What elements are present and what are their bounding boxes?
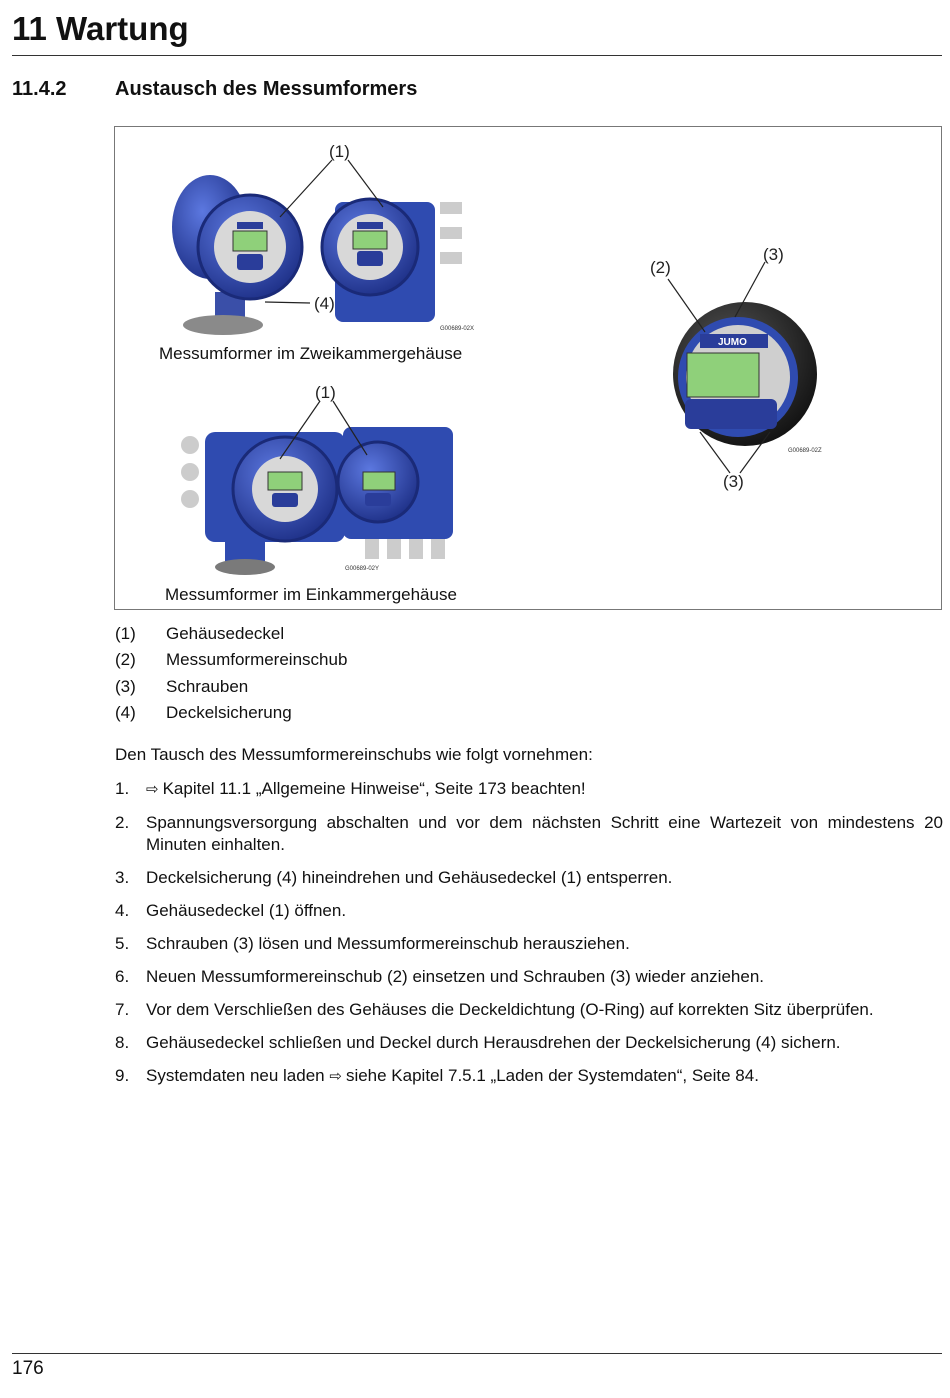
- transmitter-illustration: [115, 127, 941, 609]
- legend-key: (4): [115, 703, 136, 723]
- section-heading: [12, 78, 417, 101]
- callout-1-top: (1): [329, 142, 350, 161]
- step-item: [115, 933, 943, 955]
- step-item: [115, 1032, 943, 1054]
- step-number: 7.: [115, 1000, 130, 1019]
- caption-two-chamber: Messumformer im Zweikammergehäuse: [159, 344, 463, 363]
- chapter-title: 11 Wartung: [12, 10, 189, 47]
- callout-3-bottom: (3): [723, 472, 744, 491]
- legend-item: [115, 703, 347, 729]
- callout-1-middle: (1): [315, 383, 336, 402]
- legend-label: Deckelsicherung: [166, 703, 292, 723]
- step-number: 5.: [115, 934, 130, 953]
- legend-key: (2): [115, 650, 136, 670]
- step-item: [115, 812, 943, 856]
- legend-label: Messumformereinschub: [166, 650, 348, 670]
- legend-label: Schrauben: [166, 676, 249, 696]
- figure-legend: [115, 624, 347, 730]
- step-item: [115, 867, 943, 889]
- step-item: [115, 778, 943, 801]
- step-text: Neuen Messumformereinschub (2) einsetzen und Schrauben (3) wieder anziehen.: [146, 967, 765, 986]
- legend-key: (1): [115, 624, 136, 643]
- reference-arrow-icon: ⇨: [329, 1068, 342, 1085]
- legend-key: (3): [115, 676, 136, 696]
- two-chamber-housing-right: [322, 199, 474, 332]
- procedure-intro: Den Tausch des Messumformereinschubs wie folgt vornehmen:: [115, 745, 593, 764]
- figure-code-c: G00689-02Z: [788, 448, 822, 454]
- figure-frame: [114, 126, 942, 610]
- one-chamber-housing-left: [181, 432, 345, 575]
- two-chamber-housing-left: [172, 175, 302, 335]
- step-number: 1.: [115, 779, 130, 798]
- page-number: 176: [12, 1358, 44, 1379]
- step-text: Gehäusedeckel (1) öffnen.: [146, 901, 347, 920]
- step-text: Gehäusedeckel schließen und Deckel durch Herausdrehen der Deckelsicherung (4) sichern.: [146, 1033, 841, 1052]
- section-title: Austausch des Messumformers: [115, 78, 418, 100]
- step-item: [115, 900, 943, 922]
- figure-code-b: G00689-02Y: [345, 566, 380, 572]
- callout-2: (2): [650, 258, 671, 277]
- legend-item: [115, 677, 347, 703]
- step-number: 2.: [115, 813, 130, 832]
- transmitter-insert: [673, 302, 822, 454]
- legend-item: [115, 624, 347, 650]
- figure-code-a: G00689-02X: [440, 326, 475, 332]
- legend-item: [115, 650, 347, 676]
- legend-label: Gehäusedeckel: [166, 624, 285, 643]
- step-text[interactable]: Kapitel 11.1 „Allgemeine Hinweise“, Seite 173 beachten!: [162, 779, 586, 798]
- step-item: [115, 999, 943, 1021]
- step-reference-link[interactable]: siehe Kapitel 7.5.1 „Laden der Systemdaten“, Seite 84.: [345, 1066, 759, 1085]
- footer-rule: [12, 1353, 942, 1354]
- one-chamber-housing-right: [338, 427, 453, 572]
- step-item: [115, 1065, 943, 1088]
- step-number: 4.: [115, 901, 130, 920]
- procedure-steps: [115, 778, 943, 1099]
- step-item: [115, 966, 943, 988]
- callout-4: (4): [314, 294, 335, 313]
- step-number: 8.: [115, 1033, 130, 1052]
- step-text: Deckelsicherung (4) hineindrehen und Gehäusedeckel (1) entsperren.: [146, 868, 673, 887]
- brand-label: JUMO: [718, 337, 747, 348]
- header-rule: [12, 55, 942, 56]
- callout-3-top: (3): [763, 245, 784, 264]
- step-number: 3.: [115, 868, 130, 887]
- step-text: Schrauben (3) lösen und Messumformereinschub herausziehen.: [146, 934, 630, 953]
- step-text: Systemdaten neu laden: [146, 1066, 325, 1085]
- section-number: 11.4.2: [12, 78, 67, 100]
- step-number: 6.: [115, 967, 130, 986]
- caption-one-chamber: Messumformer im Einkammergehäuse: [165, 585, 457, 604]
- step-text: Vor dem Verschließen des Gehäuses die Deckeldichtung (O-Ring) auf korrekten Sitz überprüfen.: [146, 1000, 874, 1019]
- step-number: 9.: [115, 1066, 130, 1085]
- step-text: Spannungsversorgung abschalten und vor dem nächsten Schritt eine Wartezeit von mindestens 20 Minuten einhalten.: [146, 813, 943, 854]
- reference-arrow-icon: ⇨: [146, 781, 159, 798]
